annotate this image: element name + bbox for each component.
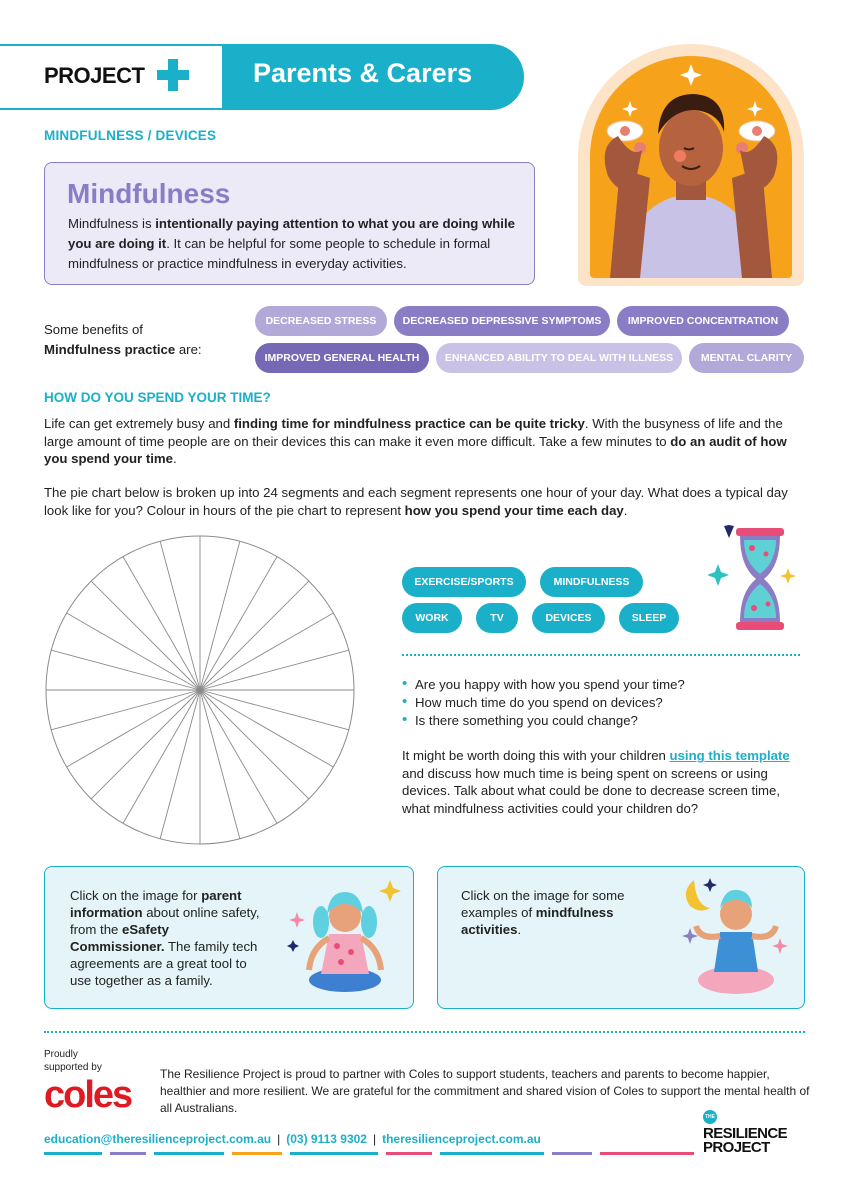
project-logo-text: PROJECT xyxy=(44,63,145,88)
tag-devices: DEVICES xyxy=(532,603,605,633)
time-section-heading: HOW DO YOU SPEND YOUR TIME? xyxy=(44,390,271,405)
list-item: • Is there something you could change? xyxy=(402,712,685,730)
reflection-questions xyxy=(402,676,685,730)
footer-contacts xyxy=(44,1132,541,1146)
footer-separator: | xyxy=(372,1132,377,1146)
dotted-divider xyxy=(402,654,800,656)
plus-logo-icon xyxy=(157,59,189,91)
list-item: • How much time do you spend on devices? xyxy=(402,694,685,712)
logo-word-resilience: RESILIENCE xyxy=(703,1125,788,1142)
footer-separator: | xyxy=(277,1132,281,1146)
sponsor-lead: Proudly supported by xyxy=(44,1049,102,1073)
page-title: Parents & Carers xyxy=(253,58,473,88)
meditating-boy-illustration[interactable] xyxy=(676,876,794,998)
benefit-pill: MENTAL CLARITY xyxy=(689,343,804,373)
benefits-lead: Some benefits of Mindfulness practice are: xyxy=(44,322,202,357)
tag-sleep: SLEEP xyxy=(619,603,679,633)
mindful-person-illustration xyxy=(578,44,804,286)
list-item: • Are you happy with how you spend your time? xyxy=(402,676,685,694)
tag-exercise-sports: EXERCISE/SPORTS xyxy=(402,567,526,597)
sponsor-statement: The Resilience Project is proud to partner with Coles to support students, teachers and parents to become happier, healthier and more resilient. We are grateful for the commitment and shared vision of Coles to support the mental health of all Australians. xyxy=(160,1067,810,1115)
esafety-card-text: Click on the image for parent information about online safety, from the eSafety Commissioner. The family tech agreements are a great tool to use together as a family. xyxy=(70,888,260,988)
section-eyebrow: MINDFULNESS / DEVICES xyxy=(44,128,217,143)
coles-logo: coles xyxy=(44,1074,132,1116)
mindfulness-card-text: Click on the image for some examples of mindfulness activities. xyxy=(461,888,625,937)
footer-website-link[interactable]: theresilienceproject.com.au xyxy=(382,1132,541,1146)
tag-tv: TV xyxy=(476,603,518,633)
pie-instructions-paragraph: The pie chart below is broken up into 24 segments and each segment represents one hour of your day. What does a typical day look like for you? Colour in hours of the pie chart to represent how you spend your time each day. xyxy=(44,485,788,518)
benefit-pill: ENHANCED ABILITY TO DEAL WITH ILLNESS xyxy=(436,343,682,373)
tag-mindfulness: MINDFULNESS xyxy=(540,567,643,597)
logo-the-badge: THE xyxy=(703,1110,717,1124)
hourglass-illustration xyxy=(708,524,800,636)
dotted-divider xyxy=(44,1031,805,1033)
footer-color-rule xyxy=(44,1152,694,1156)
mindfulness-definition: Mindfulness is intentionally paying attention to what you are doing while you are doing it. It can be helpful for some people to schedule in formal mindfulness or practice mindfulness in everyday activities. xyxy=(68,216,515,271)
tag-work: WORK xyxy=(402,603,462,633)
template-paragraph: It might be worth doing this with your children using this template and discuss how much time is being spent on screens or using devices. Talk about what could be done to decrease screen time, what mindfulness activities could your children do? xyxy=(402,748,790,816)
footer-phone[interactable]: (03) 9113 9302 xyxy=(286,1132,367,1146)
benefit-pill: IMPROVED CONCENTRATION xyxy=(617,306,789,336)
time-intro-paragraph: Life can get extremely busy and finding time for mindfulness practice can be quite tricky. With the busyness of life and the large amount of time people are on their devices this can make it even more difficult. Take a few minutes to do an audit of how you spend your time. xyxy=(44,416,787,467)
benefit-pill: IMPROVED GENERAL HEALTH xyxy=(255,343,429,373)
meditating-girl-illustration[interactable] xyxy=(287,878,405,996)
template-link[interactable]: using this template xyxy=(669,748,790,763)
mindfulness-title: Mindfulness xyxy=(67,178,231,209)
footer-email-link[interactable]: education@theresilienceproject.com.au xyxy=(44,1132,272,1146)
logo-word-project: PROJECT xyxy=(703,1139,770,1156)
benefit-pill: DECREASED STRESS xyxy=(255,306,387,336)
benefit-pill: DECREASED DEPRESSIVE SYMPTOMS xyxy=(394,306,610,336)
day-pie-chart[interactable] xyxy=(44,534,356,846)
